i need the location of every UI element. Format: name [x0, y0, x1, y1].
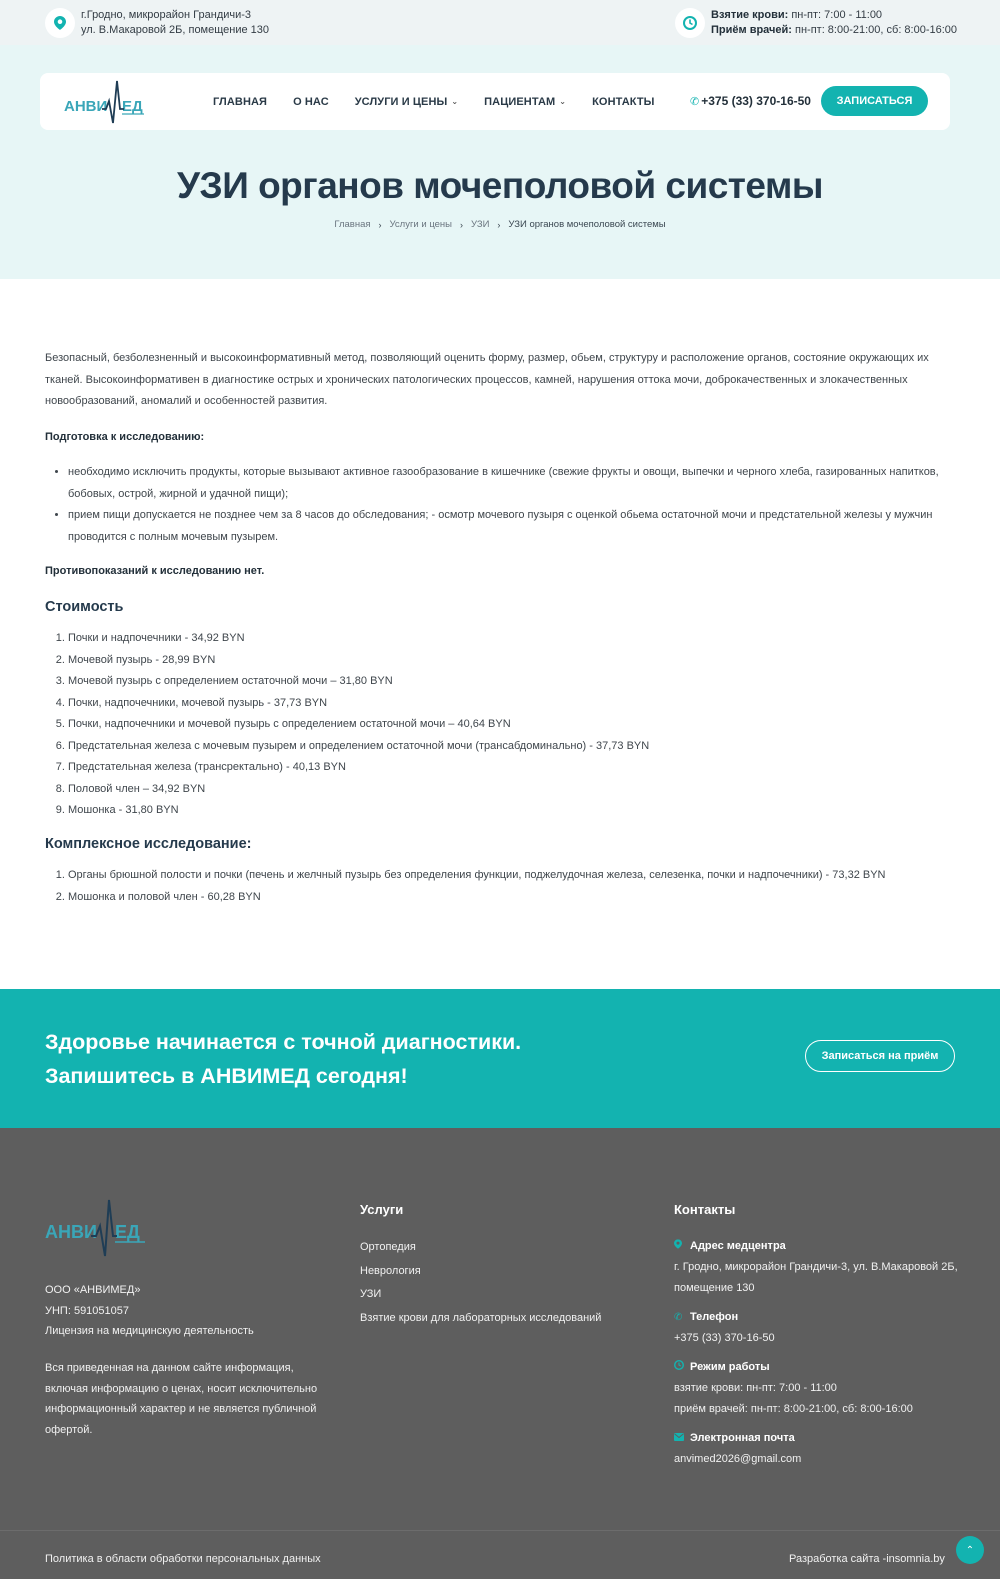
blood-hours-label: Взятие крови:: [711, 9, 789, 21]
top-info-bar: [0, 0, 1000, 45]
footer-services-list: [360, 1236, 601, 1330]
location-pin-icon: [45, 8, 75, 38]
site-footer: [0, 1128, 1000, 1579]
intro-paragraph: Безопасный, безболезненный и высокоинформативный метод, позволяющий оценить форму, размер, обьем, структуру и расположение органов, состояние окружающих их тканей. Высокоинформативен в диагностике острых и хронических патологических процессов, камней, нарушения оттока мочи, доброкачественных и злокачественных новообразований, аномалий и особенностей развития.: [45, 352, 929, 407]
doctors-hours-value: пн-пт: 8:00-21:00, сб: 8:00-16:00: [791, 24, 958, 36]
complex-heading: Комплексное исследование:: [45, 835, 252, 852]
nav-services-label: УСЛУГИ И ЦЕНЫ: [354, 95, 448, 108]
main-navbar: [40, 73, 950, 130]
cta-slogan-line-2: Запишитесь в АНВИМЕД сегодня!: [45, 1064, 408, 1088]
location-pin-icon: [674, 1236, 684, 1257]
hero-section: [0, 45, 1000, 279]
chevron-right-icon: ›: [378, 219, 382, 230]
preparation-title: Подготовка к исследованию:: [45, 430, 205, 443]
page-title: УЗИ органов мочеполовой системы: [177, 165, 823, 206]
address-line-2: ул. В.Макаровой 2Б, помещение 130: [81, 24, 270, 36]
phone-title: Телефон: [690, 1311, 739, 1323]
breadcrumb-uzi[interactable]: УЗИ: [471, 219, 490, 230]
chevron-up-icon: ⌃: [965, 1544, 975, 1556]
chevron-down-icon: ⌄: [451, 97, 459, 106]
footer-hours-doctors: приём врачей: пн-пт: 8:00-21:00, сб: 8:00-16:00: [674, 1403, 913, 1415]
price-item: 6. Предстательная железа с мочевым пузырем и определением остаточной мочи (трансабдоминально) - 37,73 BYN: [68, 736, 955, 758]
chevron-right-icon: ›: [497, 219, 501, 230]
breadcrumb-home[interactable]: Главная: [334, 219, 371, 230]
working-hours-info: [675, 8, 957, 38]
main-navigation: [213, 73, 681, 130]
footer-service-link[interactable]: Ортопедия: [360, 1241, 416, 1253]
clock-icon: [675, 8, 705, 38]
price-item: 1. Органы брюшной полости и почки (печень и желчный пузырь без определения функции, поджелудочная железа, селезенка, почки и надпочечники) - 73,32 BYN: [68, 865, 955, 887]
email-title: Электронная почта: [690, 1432, 795, 1444]
book-appointment-button[interactable]: ЗАПИСАТЬСЯ: [821, 86, 928, 116]
contraindications-note: Противопоказаний к исследованию нет.: [45, 565, 265, 577]
footer-address-block: [674, 1236, 964, 1299]
envelope-icon: [674, 1428, 684, 1449]
header-phone-link[interactable]: [690, 94, 811, 108]
footer-hours-block: [674, 1357, 964, 1420]
blood-hours-value: пн-пт: 7:00 - 11:00: [788, 9, 883, 21]
footer-phone-block: [674, 1307, 964, 1349]
footer-phone-link[interactable]: +375 (33) 370-16-50: [674, 1332, 775, 1344]
phone-icon: ✆: [690, 95, 700, 108]
price-item: 4. Почки, надпочечники, мочевой пузырь - 37,73 BYN: [68, 693, 955, 715]
nav-contacts-label: КОНТАКТЫ: [592, 95, 655, 108]
complex-list: [68, 865, 955, 908]
footer-email-link[interactable]: anvimed2026@gmail.com: [674, 1453, 802, 1465]
hours-title: Режим работы: [690, 1361, 770, 1373]
breadcrumb: [0, 219, 1000, 230]
price-heading: Стоимость: [45, 598, 124, 615]
price-list: [68, 628, 955, 822]
price-item: 7. Предстательная железа (трансректально) - 40,13 BYN: [68, 757, 955, 779]
footer-service-link[interactable]: Взятие крови для лабораторных исследований: [360, 1311, 602, 1324]
address-title: Адрес медцентра: [690, 1240, 786, 1252]
preparation-list: [68, 462, 955, 548]
nav-contacts[interactable]: [592, 96, 654, 108]
price-item: 9. Мошонка - 31,80 BYN: [68, 800, 955, 822]
company-license-link[interactable]: Лицензия на медицинскую деятельность: [45, 1325, 254, 1337]
developer-credit-link[interactable]: Разработка сайта -insomnia.by: [789, 1553, 945, 1565]
cta-slogan-line-1: Здоровье начинается с точной диагностики.: [45, 1030, 522, 1054]
nav-about-label: О НАС: [293, 95, 329, 108]
nav-patients-label: ПАЦИЕНТАМ: [484, 95, 556, 108]
svg-text:ЕД: ЕД: [122, 98, 143, 115]
chevron-right-icon: ›: [460, 219, 464, 230]
article-content: [45, 348, 955, 920]
privacy-policy-link[interactable]: Политика в области обработки персональных данных: [45, 1553, 321, 1565]
nav-services[interactable]: [355, 96, 458, 108]
doctors-hours-label: Приём врачей:: [711, 24, 792, 36]
price-item: 2. Мошонка и половой член - 60,28 BYN: [68, 887, 955, 909]
site-logo[interactable]: [64, 79, 154, 125]
nav-patients[interactable]: [484, 96, 566, 108]
footer-divider: [0, 1530, 1000, 1531]
cta-book-button[interactable]: Записаться на приём: [805, 1040, 955, 1072]
list-item: • необходимо исключить продукты, которые вызывают активное газообразование в кишечнике (свежие фрукты и овощи, выпечки и черного хлеба, газированных напитков, бобовых, острой, жирной и удачной пищи);: [68, 462, 955, 505]
footer-services-title: Услуги: [360, 1202, 404, 1217]
price-item: 3. Мочевой пузырь с определением остаточной мочи – 31,80 BYN: [68, 671, 955, 693]
list-item: • прием пищи допускается не позднее чем за 8 часов до обследования; - осмотр мочевого пузыря с оценкой обьема остаточной мочи и предстательной железы у мужчин проводится с полным мочевым пузырем.: [68, 505, 955, 548]
footer-email-block: [674, 1428, 964, 1470]
footer-address: г. Гродно, микрорайон Грандичи-3, ул. В.Макаровой 2Б, помещение 130: [674, 1261, 958, 1294]
clock-icon: [674, 1357, 684, 1378]
cta-slogan: [45, 1025, 521, 1093]
footer-disclaimer: Вся приведенная на данном сайте информация, включая информацию о ценах, носит исключительно информационный характер и не является публичной офертой.: [45, 1362, 318, 1436]
header-phone-number: +375 (33) 370-16-50: [701, 94, 811, 108]
price-item: 2. Мочевой пузырь - 28,99 BYN: [68, 650, 955, 672]
svg-text:АНВИ: АНВИ: [64, 98, 108, 115]
scroll-to-top-button[interactable]: [956, 1536, 984, 1564]
footer-contacts-title: Контакты: [674, 1202, 736, 1217]
svg-text:ЕД: ЕД: [115, 1222, 140, 1242]
footer-contacts: [674, 1236, 964, 1478]
company-unp: УНП: 591051057: [45, 1304, 130, 1317]
breadcrumb-current: УЗИ органов мочеполовой системы: [508, 219, 666, 230]
svg-text:АНВИ: АНВИ: [45, 1222, 97, 1242]
price-item: 1. Почки и надпочечники - 34,92 BYN: [68, 628, 955, 650]
blood-hours: [711, 8, 957, 23]
nav-home-label: ГЛАВНАЯ: [213, 95, 268, 108]
doctors-hours: [711, 23, 957, 38]
footer-service-link[interactable]: Неврология: [360, 1264, 421, 1277]
breadcrumb-services[interactable]: Услуги и цены: [389, 219, 453, 230]
phone-icon: ✆: [674, 1312, 683, 1323]
footer-logo[interactable]: [45, 1198, 155, 1260]
nav-about[interactable]: [293, 96, 329, 108]
address-line-1: г.Гродно, микрорайон Грандичи-3: [81, 9, 252, 21]
chevron-down-icon: ⌄: [559, 97, 567, 106]
company-name: ООО «АНВИМЕД»: [45, 1284, 141, 1296]
address-info: [45, 8, 269, 38]
footer-service-link[interactable]: УЗИ: [360, 1288, 382, 1300]
price-item: 5. Почки, надпочечники и мочевой пузырь с определением остаточной мочи – 40,64 BYN: [68, 714, 955, 736]
footer-hours-blood: взятие крови: пн-пт: 7:00 - 11:00: [674, 1382, 837, 1394]
footer-company-info: [45, 1280, 254, 1342]
price-item: 8. Половой член – 34,92 BYN: [68, 779, 955, 801]
nav-home[interactable]: [213, 96, 267, 108]
cta-banner: [0, 989, 1000, 1128]
